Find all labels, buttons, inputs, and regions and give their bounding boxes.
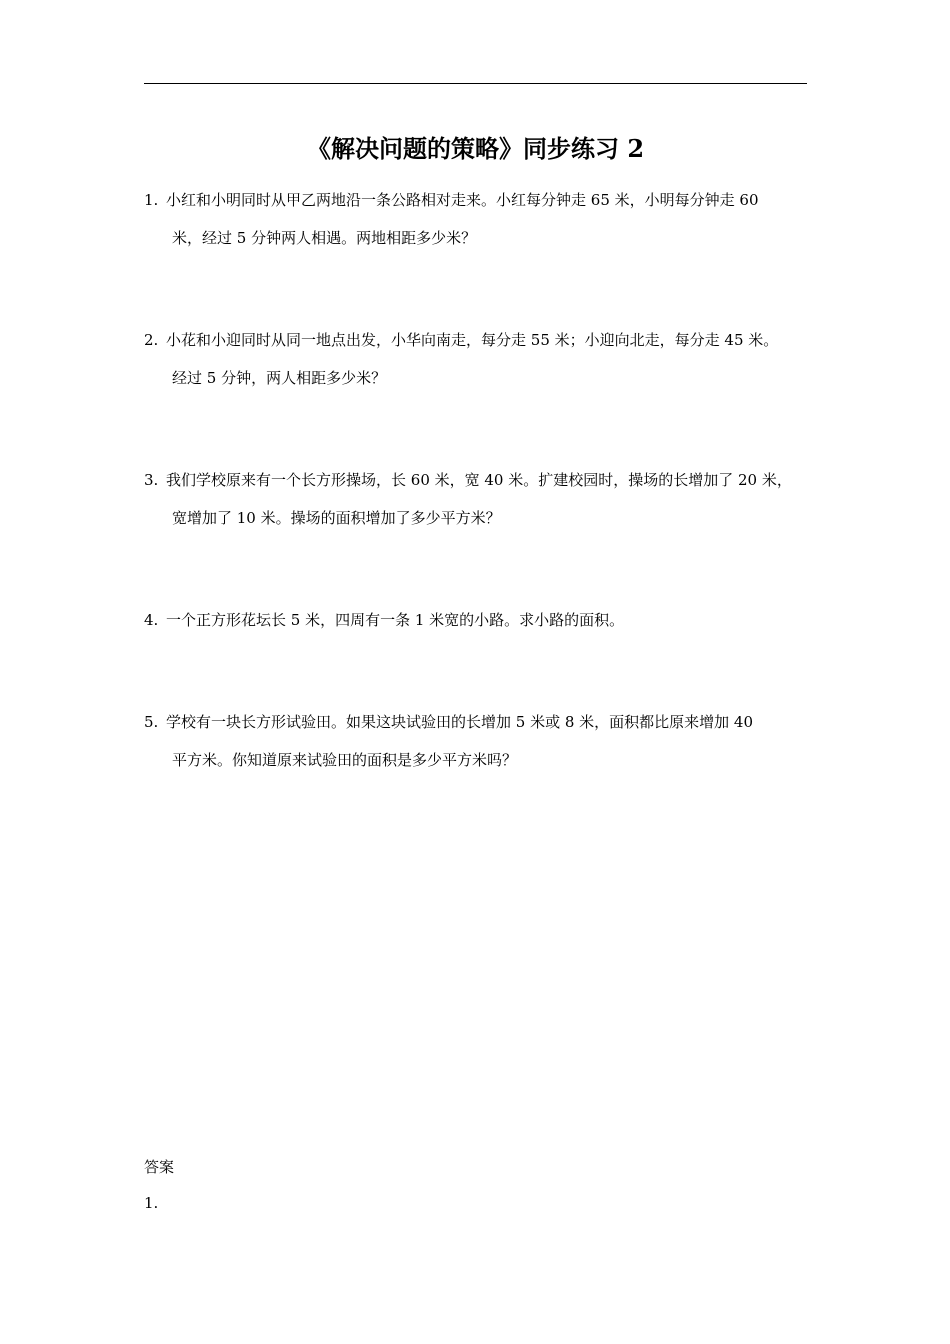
question-5-text-1: 学校有一块长方形试验田。如果这块试验田的长增加 5 米或 8 米，面积都比原来增加 40: [166, 713, 754, 731]
question-5-number: 5.: [144, 713, 159, 731]
question-4: [144, 601, 810, 639]
question-2: [144, 321, 810, 397]
question-3: [144, 461, 810, 537]
question-3-number: 3.: [144, 471, 159, 489]
question-1-number: 1.: [144, 191, 159, 209]
answers-heading: 答案: [144, 1158, 175, 1176]
question-2-number: 2.: [144, 331, 159, 349]
question-5-line-1: [144, 703, 810, 741]
question-2-text-2: 经过 5 分钟，两人相距多少米？: [172, 369, 387, 387]
question-5-text-2: 平方米。你知道原来试验田的面积是多少平方米吗？: [172, 751, 518, 769]
question-2-text-1: 小花和小迎同时从同一地点出发，小华向南走，每分走 55 米；小迎向北走，每分走 45 米。: [166, 331, 779, 349]
question-3-text-2: 宽增加了 10 米。操场的面积增加了多少平方米？: [172, 509, 501, 527]
page-title: 《解决问题的策略》同步练习 2: [306, 134, 645, 163]
question-4-line-1: [144, 601, 810, 639]
header-rule: [144, 83, 807, 84]
question-3-line-1: [144, 461, 810, 499]
question-3-text-1: 我们学校原来有一个长方形操场，长 60 米，宽 40 米。扩建校园时，操场的长增加了 20 米，: [166, 471, 792, 489]
question-1: [144, 181, 810, 257]
question-1-text-2: 米，经过 5 分钟两人相遇。两地相距多少米？: [172, 229, 477, 247]
question-2-line-1: [144, 321, 810, 359]
question-4-text-1: 一个正方形花坛长 5 米，四周有一条 1 米宽的小路。求小路的面积。: [166, 611, 625, 629]
answer-item-1: 1.: [144, 1194, 159, 1212]
question-1-text-1: 小红和小明同时从甲乙两地沿一条公路相对走来。小红每分钟走 65 米，小明每分钟走 60: [166, 191, 759, 209]
question-4-number: 4.: [144, 611, 159, 629]
question-1-line-1: [144, 181, 810, 219]
question-5: [144, 703, 810, 779]
